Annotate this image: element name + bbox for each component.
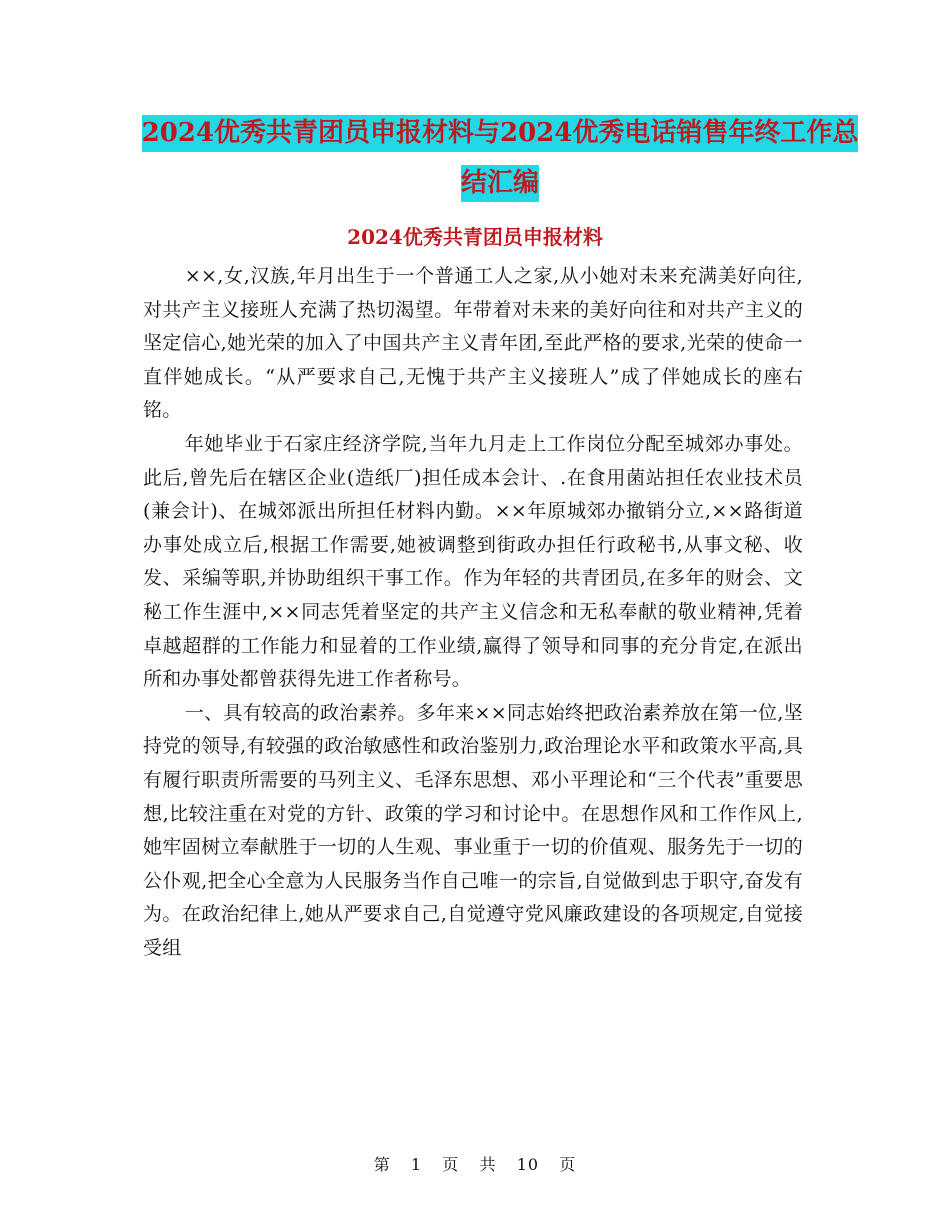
footer-current-page: 1 [410,1155,423,1174]
document-title-text: 2024优秀共青团员申报材料与2024优秀电话销售年终工作总结汇编 [142,115,859,202]
footer-suffix: 页 [559,1155,577,1174]
footer-mid: 页 [442,1155,460,1174]
page-footer [0,1155,950,1175]
paragraph-political: 一、具有较高的政治素养。多年来××同志始终把政治素养放在第一位,坚持党的领导,有较强的政治敏感性和政治鉴别力,政治理论水平和政策水平高,具有履行职责所需要的马列主义、毛泽东思想、邓小平理论和“三个代表”重要思想,比较注重在对党的方针、政策的学习和讨论中。在思想作风和工作作风上,她牢固树立奉献胜于一切的人生观、事业重于一切的价值观、服务先于一切的公仆观,把全心全意为人民服务当作自己唯一的宗旨,自觉做到忠于职守,奋发有为。在政治纪律上,她从严要求自己,自觉遵守党风廉政建设的各项规定,自觉接受组 [143,701,803,959]
paragraph-career: 年她毕业于石家庄经济学院,当年九月走上工作岗位分配至城郊办事处。此后,曾先后在辖区企业(造纸厂)担任成本会计、.在食用菌站担任农业技术员(兼会计)、在城郊派出所担任材料内勤。××年原城郊办撤销分立,××路街道办事处成立后,根据工作需要,她被调整到街政办担任行政秘书,从事文秘、收发、采编等职,并协助组织干事工作。作为年轻的共青团员,在多年的财会、文秘工作生涯中,××同志凭着坚定的共产主义信念和无私奉献的敬业精神,凭着卓越超群的工作能力和显着的工作业绩,赢得了领导和同事的充分肯定,在派出所和办事处都曾获得先进工作者称号。 [143,432,803,691]
section-heading: 2024优秀共青团员申报材料 [347,225,603,249]
document-body [143,260,803,965]
footer-prefix: 第 [373,1155,391,1174]
footer-total-prefix: 共 [479,1155,497,1174]
footer-total-pages: 10 [516,1155,540,1174]
paragraph-intro: ××,女,汉族,年月出生于一个普通工人之家,从小她对未来充满美好向往,对共产主义接班人充满了热切渴望。年带着对未来的美好向往和对共产主义的坚定信心,她光荣的加入了中国共产主义青年团,至此严格的要求,光荣的使命一直伴她成长。“从严要求自己,无愧于共产主义接班人”成了伴她成长的座右铭。 [143,265,803,422]
document-title [130,108,870,208]
